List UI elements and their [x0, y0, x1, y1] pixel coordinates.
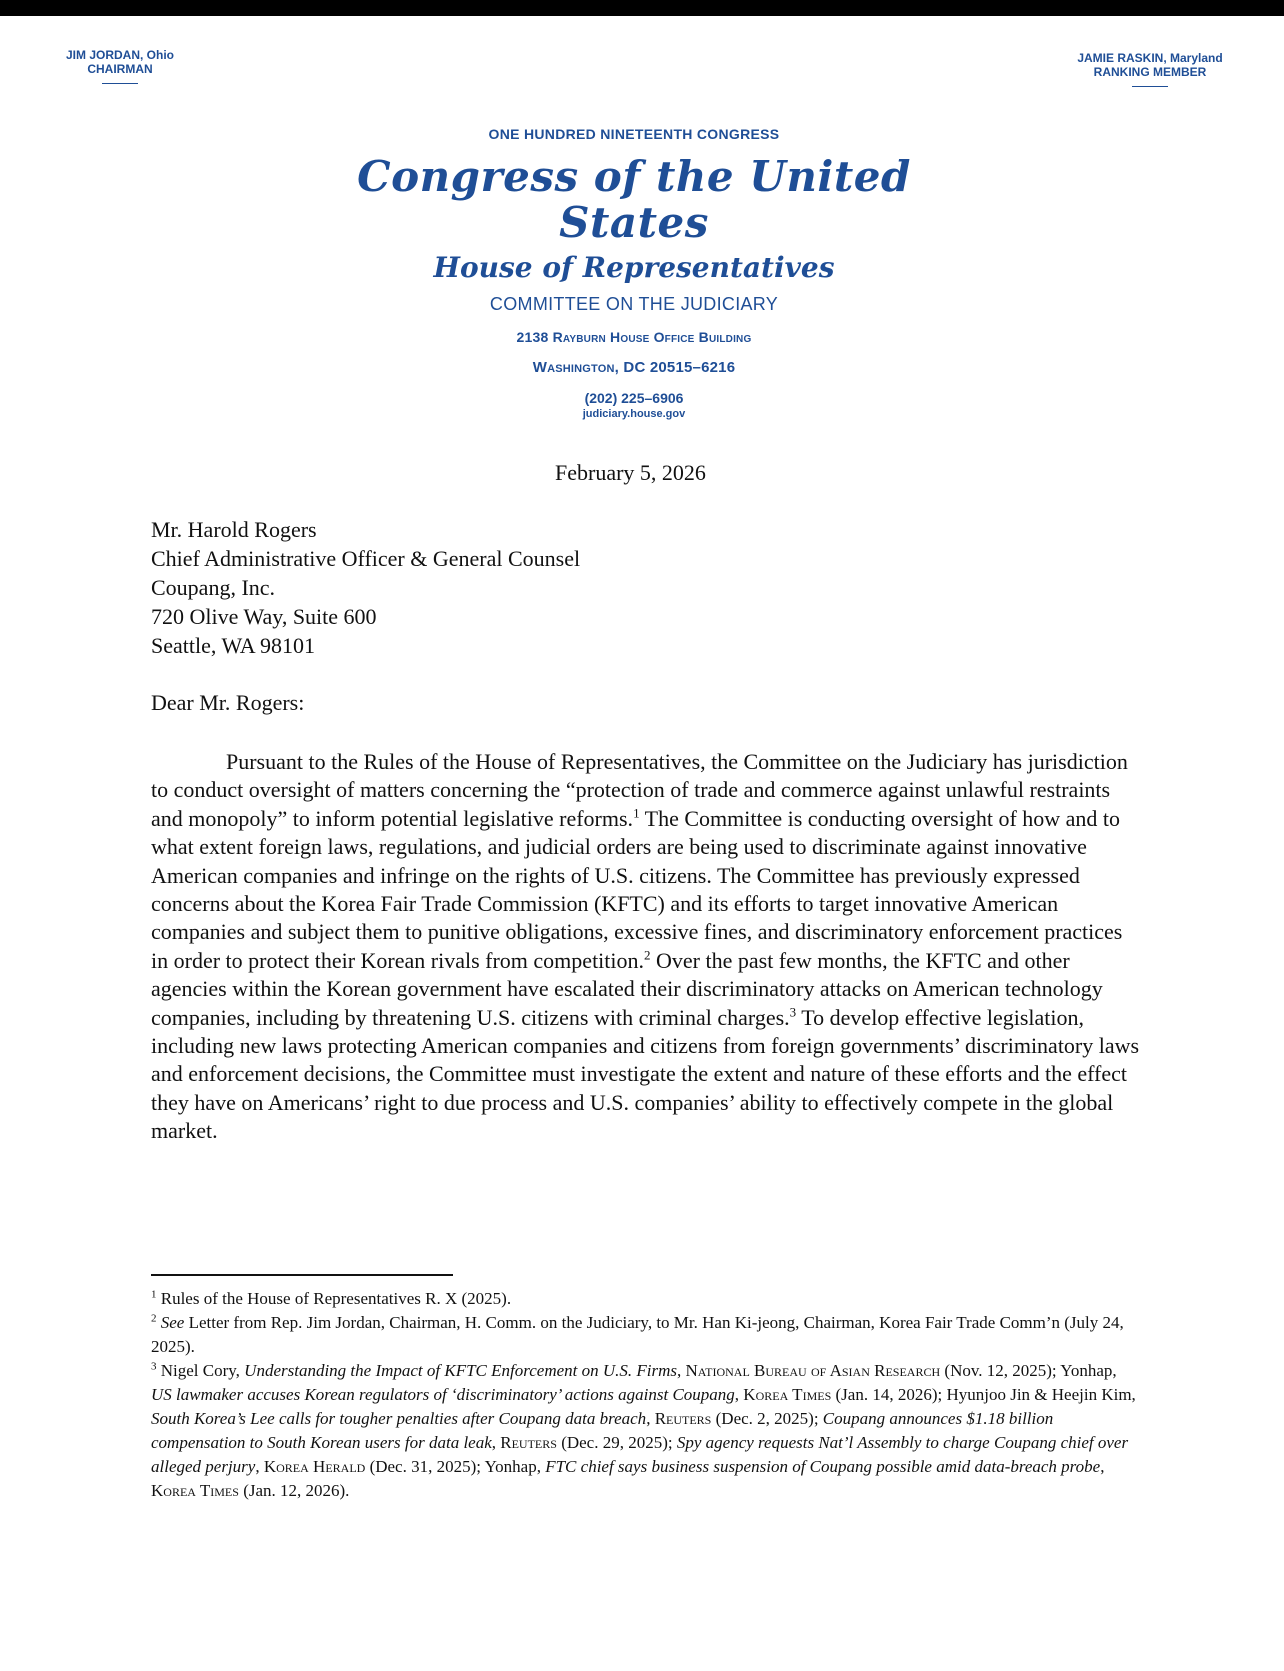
body-sentence-1: Pursuant to the Rules of the House of Representatives, the Committee on the Judiciary has jurisdiction to conduct oversight of matters concerning the “protection of trade and commerce against unlawful restraints and monopoly” to inform potential legislative reforms.: [151, 749, 1128, 831]
recipient-city: Seattle, WA 98101: [151, 633, 315, 658]
body-sentence-2: The Committee is conducting oversight of how and to what extent foreign laws, regulations, and judicial orders are being used to discriminate against innovative American companies and infringe on the rights of U.S. citizens. The Committee has previously expressed concerns about the Korea Fair Trade Commission (KFTC) and its efforts to target innovative American companies and subject them to punitive obligations, excessive fines, and discriminatory enforcement practices in order to protect their Korean rivals from competition.: [151, 805, 1123, 973]
footnote-2-signal: See: [160, 1313, 185, 1332]
committee-website: judiciary.house.gov: [582, 408, 686, 420]
chairman-name: JIM JORDAN, Ohio: [65, 48, 174, 62]
footnote-3-author-1: Nigel Cory,: [156, 1361, 245, 1380]
office-city: Washington, DC 20515–6216: [532, 359, 736, 376]
footnote-3: $^3$ Nigel Cory, Understanding the Impact of KFTC Enforcement on U.S. Firms, National Bureau of Asian Research (Nov. 12, 2025); Yonhap, US lawmaker accuses Korean regulators of ‘discriminatory’ actions against Coupang, Korea Times (Jan. 14, 2026); Hyunjoo Jin & Heejin Kim, South Korea’s Lee calls for tougher penalties after Coupang data breach, Reuters (Dec. 2, 2025); Coupang announces $1.18 billion compensation to South Korean users for data leak, Reuters (Dec. 29, 2025); Spy agency requests Nat’l Assembly to charge Coupang chief over alleged perjury, Korea Herald (Dec. 31, 2025); Yonhap, FTC chief says business suspension of Coupang possible amid data-breach probe, Korea Times (Jan. 12, 2026).: [151, 1360, 1136, 1500]
footnote-ref-2: 2: [644, 947, 651, 963]
footnote-3-publisher-5: Korea Herald: [263, 1457, 366, 1476]
footnote-3-title-6: FTC chief says business suspension of Coupang possible amid data-breach probe: [545, 1457, 1101, 1476]
footnotes: [151, 1287, 1141, 1503]
letter-date: February 5, 2026: [555, 460, 706, 485]
footnote-3-date-3: (Dec. 2, 2025);: [711, 1409, 823, 1428]
footnote-3-date-6: (Jan. 12, 2026).: [238, 1481, 350, 1500]
congress-number: ONE HUNDRED NINETEENTH CONGRESS: [488, 126, 780, 142]
footnote-3-publisher-3: Reuters: [654, 1409, 712, 1428]
footnote-separator: [151, 1274, 453, 1276]
salutation: Dear Mr. Rogers:: [151, 690, 305, 715]
footnote-3-date-1: (Nov. 12, 2025); Yonhap,: [940, 1361, 1117, 1380]
letterhead-house: House of Representatives: [433, 251, 835, 284]
top-scan-border: [0, 0, 1284, 16]
recipient-company: Coupang, Inc.: [151, 575, 276, 600]
chairman-header: [45, 48, 195, 84]
letterhead-title: Congress of the United States: [357, 152, 911, 247]
chairman-rule: [102, 83, 138, 84]
footnote-1-text: Rules of the House of Representatives R. X (2025).: [156, 1289, 512, 1308]
body-sentence-4: To develop effective legislation, including new laws protecting American companies and citizens from foreign governments’ discriminatory laws and enforcement decisions, the Committee must investigate the extent and nature of these efforts and the effect they have on Americans’ right to due process and U.S. companies’ ability to effectively compete in the global market.: [151, 1004, 1140, 1144]
body-sentence-3: Over the past few months, the KFTC and other agencies within the Korean government have escalated their discriminatory attacks on American technology companies, including by threatening U.S. citizens with criminal charges.: [151, 947, 1103, 1030]
footnote-3-title-1: Understanding the Impact of KFTC Enforcement on U.S. Firms: [244, 1361, 678, 1380]
ranking-member-name: JAMIE RASKIN, Maryland: [1077, 51, 1223, 65]
footnote-2-text: Letter from Rep. Jim Jordan, Chairman, H. Comm. on the Judiciary, to Mr. Han Ki-jeong, Chairman, Korea Fair Trade Comm’n (July 24, 2025).: [151, 1313, 1124, 1356]
footnote-2-number: 2: [151, 1312, 157, 1325]
footnote-3-title-2: US lawmaker accuses Korean regulators of ‘discriminatory’ actions against Coupang: [151, 1385, 735, 1404]
footnote-3-publisher-6: Korea Times: [151, 1481, 239, 1500]
footnote-1-number: 1: [151, 1288, 157, 1301]
recipient-street: 720 Olive Way, Suite 600: [151, 604, 377, 629]
footnote-ref-3: 3: [789, 1004, 797, 1020]
footnote-3-title-5: Spy agency requests Nat’l Assembly to charge Coupang chief over alleged perjury: [151, 1433, 1129, 1476]
recipient-address: [151, 515, 580, 660]
footnote-3-number: 3: [151, 1360, 157, 1373]
footnote-ref-1: 1: [633, 805, 640, 821]
footnote-2: [151, 1311, 1141, 1359]
footnote-3-date-2: (Jan. 14, 2026); Hyunjoo Jin & Heejin Kim,: [831, 1385, 1136, 1404]
footnote-3-publisher-1: National Bureau of Asian Research: [685, 1361, 941, 1380]
office-address: 2138 Rayburn House Office Building: [516, 329, 752, 345]
letterhead: [300, 126, 968, 420]
ranking-member-rule: [1132, 86, 1168, 87]
footnote-3-date-5: (Dec. 31, 2025); Yonhap,: [365, 1457, 546, 1476]
footnote-3-date-4: (Dec. 29, 2025);: [556, 1433, 677, 1452]
recipient-title: Chief Administrative Officer & General Counsel: [151, 546, 581, 571]
footnote-3-publisher-4: Reuters: [500, 1433, 557, 1452]
recipient-name: Mr. Harold Rogers: [151, 517, 317, 542]
office-phone: (202) 225–6906: [584, 390, 684, 406]
chairman-role: CHAIRMAN: [87, 62, 153, 76]
body-paragraph: [151, 748, 1141, 1146]
committee-name: COMMITTEE ON THE JUDICIARY: [489, 294, 779, 314]
ranking-member-role: RANKING MEMBER: [1093, 65, 1207, 79]
footnote-3-title-3: South Korea’s Lee calls for tougher penalties after Coupang data breach: [151, 1409, 647, 1428]
footnote-3-title-4: Coupang announces $1.18 billion compensation to South Korean users for data leak: [151, 1409, 1054, 1452]
ranking-member-header: [1040, 51, 1260, 87]
footnote-1: [151, 1287, 1141, 1311]
footnote-3-publisher-2: Korea Times: [743, 1385, 832, 1404]
